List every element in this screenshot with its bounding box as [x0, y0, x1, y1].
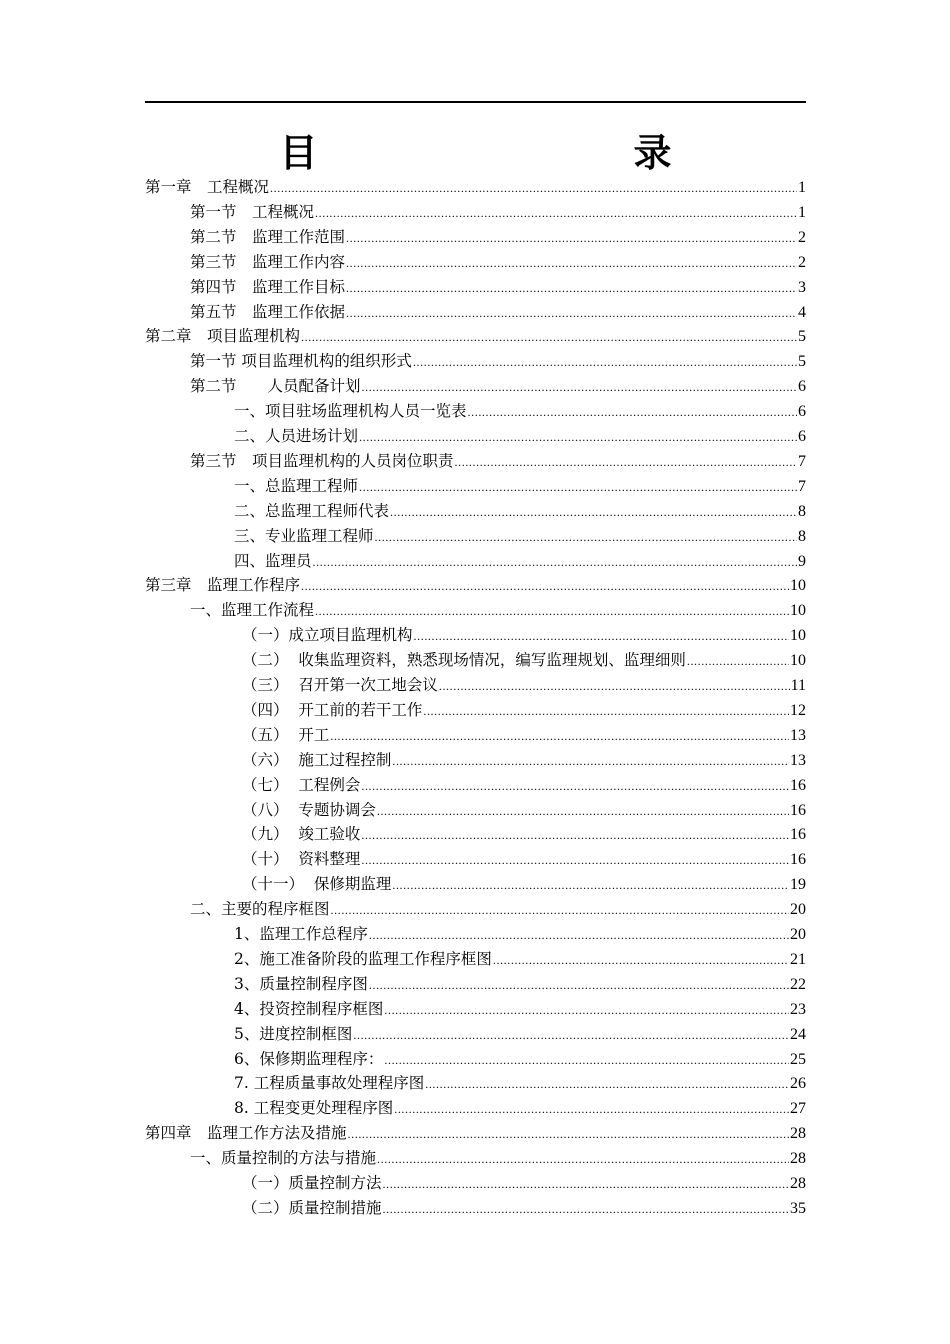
toc-entry-title: 二、总监理工程师代表	[234, 501, 390, 520]
toc-leader-dots	[362, 375, 797, 400]
toc-entry[interactable]	[145, 573, 806, 598]
toc-leader-dots	[493, 948, 789, 973]
toc-entry-page-number: 19	[790, 876, 806, 894]
toc-entry[interactable]	[242, 698, 806, 723]
toc-entry-title: 3、质量控制程序图	[234, 974, 368, 993]
toc-entry-page-number: 28	[790, 1175, 806, 1192]
toc-entry-title: 第二节 人员配备计划	[190, 377, 361, 396]
toc-entry[interactable]	[234, 922, 806, 947]
toc-leader-dots	[313, 550, 797, 575]
toc-entry-page-number: 1	[798, 203, 806, 221]
toc-entry[interactable]	[190, 200, 806, 225]
toc-entry-page-number: 7	[798, 477, 806, 495]
toc-entry-title: 一、项目驻场监理机构人员一览表	[234, 402, 467, 421]
toc-leader-dots	[346, 301, 797, 326]
toc-entry[interactable]	[242, 623, 806, 648]
toc-entry-title: 二、主要的程序框图	[190, 900, 330, 919]
toc-entry-page-number: 35	[790, 1199, 806, 1217]
toc-entry-page-number: 2	[798, 228, 806, 246]
toc-entry-title: 2、施工准备阶段的监理工作程序框图	[234, 949, 492, 968]
toc-entry[interactable]	[242, 1171, 806, 1196]
toc-entry-page-number: 16	[790, 776, 806, 794]
toc-entry-title: 第一节 项目监理机构的组织形式	[190, 352, 412, 371]
toc-leader-dots	[346, 276, 797, 301]
toc-entry[interactable]	[190, 449, 806, 474]
toc-entry-page-number: 8	[798, 527, 806, 545]
toc-entry-page-number: 25	[790, 1050, 806, 1068]
toc-leader-dots	[359, 475, 797, 500]
toc-entry[interactable]	[145, 175, 806, 200]
toc-entry-page-number: 16	[790, 826, 806, 844]
toc-leader-dots	[414, 624, 789, 649]
toc-leader-dots	[468, 400, 797, 425]
toc-entry-page-number: 21	[790, 950, 806, 968]
toc-entry-title: 7. 工程质量事故处理程序图	[234, 1074, 425, 1093]
toc-entry-page-number: 2	[798, 253, 806, 271]
toc-entry-page-number: 5	[798, 353, 806, 371]
toc-entry-title: 一、总监理工程师	[234, 476, 359, 495]
toc-entry-page-number: 12	[790, 701, 806, 719]
toc-entry-title: 一、质量控制的方法与措施	[190, 1149, 377, 1168]
toc-leader-dots	[315, 201, 797, 226]
toc-entry-page-number: 6	[798, 403, 806, 421]
toc-entry-page-number: 10	[790, 627, 806, 645]
toc-entry-title: 1、监理工作总程序	[234, 925, 368, 943]
toc-leader-dots	[455, 450, 797, 475]
toc-leader-dots	[377, 1147, 789, 1172]
toc-entry[interactable]	[242, 673, 806, 698]
toc-entry-title: （九） 竣工验收	[242, 825, 361, 844]
toc-entry-title: 四、监理员	[234, 551, 312, 570]
toc-entry-title: （十一） 保修期监理	[242, 875, 392, 894]
toc-leader-dots	[348, 1122, 789, 1147]
toc-leader-dots	[353, 1023, 789, 1048]
toc-entry-page-number: 5	[798, 328, 806, 346]
toc-entry[interactable]	[234, 1022, 806, 1047]
toc-entry-page-number: 10	[790, 577, 806, 595]
toc-entry[interactable]	[234, 997, 806, 1022]
toc-title: 目 录	[279, 131, 752, 175]
toc-entry-page-number: 26	[790, 1075, 806, 1093]
toc-entry-page-number: 10	[790, 652, 806, 670]
toc-entry[interactable]	[242, 723, 806, 748]
toc-entry-title: 6、保修期监理程序：	[234, 1049, 384, 1068]
toc-entry-title: 三、专业监理工程师	[234, 526, 374, 545]
toc-leader-dots	[301, 325, 797, 350]
toc-entry[interactable]	[234, 499, 806, 524]
toc-entry-title: 5、进度控制框图	[234, 1024, 353, 1043]
toc-entry[interactable]	[242, 748, 806, 773]
toc-entry[interactable]	[190, 300, 806, 325]
toc-entry[interactable]	[190, 897, 806, 922]
toc-entry-title: 第三节 监理工作内容	[190, 252, 346, 271]
toc-leader-dots	[383, 1172, 789, 1197]
toc-entry-page-number: 9	[798, 552, 806, 570]
toc-leader-dots	[413, 350, 797, 375]
toc-leader-dots	[361, 823, 789, 848]
toc-entry-title: 第一章 工程概况	[145, 178, 270, 196]
toc-leader-dots	[687, 649, 789, 674]
toc-entry[interactable]	[242, 798, 806, 823]
toc-entry[interactable]	[234, 1071, 806, 1096]
toc-entry-page-number: 24	[790, 1025, 806, 1043]
toc-entry[interactable]	[242, 872, 806, 897]
toc-entry[interactable]	[190, 225, 806, 250]
toc-entry-page-number: 20	[790, 901, 806, 919]
toc-entry[interactable]	[242, 1196, 806, 1221]
toc-leader-dots	[384, 1048, 789, 1073]
toc-entry[interactable]	[234, 474, 806, 499]
toc-entry[interactable]	[190, 374, 806, 399]
toc-entry-title: （一）成立项目监理机构	[242, 626, 413, 645]
toc-entry-page-number: 4	[798, 303, 806, 321]
toc-leader-dots	[384, 998, 789, 1023]
toc-entry-page-number: 23	[790, 1000, 806, 1018]
toc-leader-dots	[392, 873, 789, 898]
toc-entry-title: 第四节 监理工作目标	[190, 277, 346, 296]
toc-entry-page-number: 20	[790, 926, 806, 943]
toc-entry[interactable]	[190, 1146, 806, 1171]
toc-entry-page-number: 16	[790, 851, 806, 869]
toc-entry-title: 一、监理工作流程	[190, 601, 315, 620]
toc-leader-dots	[439, 674, 790, 699]
toc-entry[interactable]	[234, 1047, 806, 1072]
toc-entry[interactable]	[242, 822, 806, 847]
toc-entry-page-number: 6	[798, 428, 806, 445]
toc-leader-dots	[392, 749, 789, 774]
toc-leader-dots	[361, 774, 789, 799]
toc-entry[interactable]	[190, 250, 806, 275]
toc-entry-page-number: 10	[790, 602, 806, 620]
toc-leader-dots	[270, 176, 797, 201]
toc-leader-dots	[369, 973, 789, 998]
toc-leader-dots	[375, 525, 797, 550]
toc-entry-title: 二、人员进场计划	[234, 427, 359, 445]
toc-entry-page-number: 7	[798, 452, 806, 470]
toc-leader-dots	[369, 923, 789, 948]
toc-leader-dots	[394, 1097, 789, 1122]
toc-entry-page-number: 22	[790, 975, 806, 993]
header-rule	[145, 101, 806, 103]
toc-entry-title: 第四章 监理工作方法及措施	[145, 1124, 347, 1143]
toc-leader-dots	[377, 799, 789, 824]
toc-entry-page-number: 13	[790, 726, 806, 744]
toc-entry-title: （三） 召开第一次工地会议	[242, 676, 438, 694]
toc-leader-dots	[423, 699, 789, 724]
toc-entry-title: 第二章 项目监理机构	[145, 327, 301, 346]
toc-entry[interactable]	[190, 349, 806, 374]
toc-leader-dots	[425, 1072, 789, 1097]
toc-entry[interactable]	[242, 847, 806, 872]
toc-entry-title: （一）质量控制方法	[242, 1174, 382, 1192]
toc-entry-page-number: 6	[798, 378, 806, 396]
toc-entry[interactable]	[234, 972, 806, 997]
toc-entry[interactable]	[234, 1096, 806, 1121]
toc-leader-dots	[390, 500, 797, 525]
toc-entry-title: （六） 施工过程控制	[242, 750, 392, 769]
toc-entry-page-number: 3	[798, 278, 806, 296]
toc-entry-title: （五） 开工	[242, 725, 330, 744]
toc-entry[interactable]	[234, 549, 806, 574]
toc-entry[interactable]	[190, 275, 806, 300]
toc-entry-title: 第三节 项目监理机构的人员岗位职责	[190, 451, 454, 470]
toc-entry[interactable]	[190, 598, 806, 623]
toc-entry-page-number: 11	[790, 677, 806, 694]
toc-entry[interactable]	[145, 324, 806, 349]
toc-leader-dots	[361, 848, 789, 873]
toc-entry-page-number: 13	[790, 751, 806, 769]
toc-entry-title: 第三章 监理工作程序	[145, 576, 301, 595]
toc-entry-page-number: 1	[798, 179, 806, 196]
toc-entry-page-number: 28	[790, 1125, 806, 1143]
toc-leader-dots	[359, 425, 797, 450]
toc-entry-title: 8. 工程变更处理程序图	[234, 1099, 394, 1118]
toc-entry-title: （八） 专题协调会	[242, 800, 376, 819]
toc-entry-title: （二）质量控制措施	[242, 1198, 382, 1217]
toc-entry[interactable]	[242, 773, 806, 798]
toc-entry[interactable]	[234, 424, 806, 449]
toc-entry-page-number: 28	[790, 1150, 806, 1168]
toc-entry-page-number: 27	[790, 1100, 806, 1118]
toc-entry[interactable]	[234, 947, 806, 972]
toc-entry-page-number: 16	[790, 801, 806, 819]
toc-entry-title: （十） 资料整理	[242, 850, 361, 869]
toc-entry-title: 第二节 监理工作范围	[190, 227, 346, 246]
toc-leader-dots	[301, 574, 789, 599]
toc-leader-dots	[315, 599, 789, 624]
toc-entry-page-number: 8	[798, 502, 806, 520]
toc-entry[interactable]	[234, 399, 806, 424]
toc-leader-dots	[346, 226, 797, 251]
toc-leader-dots	[346, 251, 797, 276]
toc-entry-title: （四） 开工前的若干工作	[242, 700, 423, 719]
toc-entry[interactable]	[242, 648, 806, 673]
toc-entry-title: 第一节 工程概况	[190, 202, 315, 221]
toc-leader-dots	[330, 724, 789, 749]
toc-entry-title: 4、投资控制程序框图	[234, 999, 384, 1018]
toc-entry-title: （七） 工程例会	[242, 775, 361, 794]
toc-leader-dots	[383, 1197, 789, 1222]
toc-entry[interactable]	[145, 1121, 806, 1146]
toc-entry-title: 第五节 监理工作依据	[190, 302, 346, 321]
toc-leader-dots	[331, 898, 789, 923]
toc-entry-title: （二） 收集监理资料，熟悉现场情况，编写监理规划、监理细则	[242, 651, 686, 670]
toc-entry[interactable]	[234, 524, 806, 549]
